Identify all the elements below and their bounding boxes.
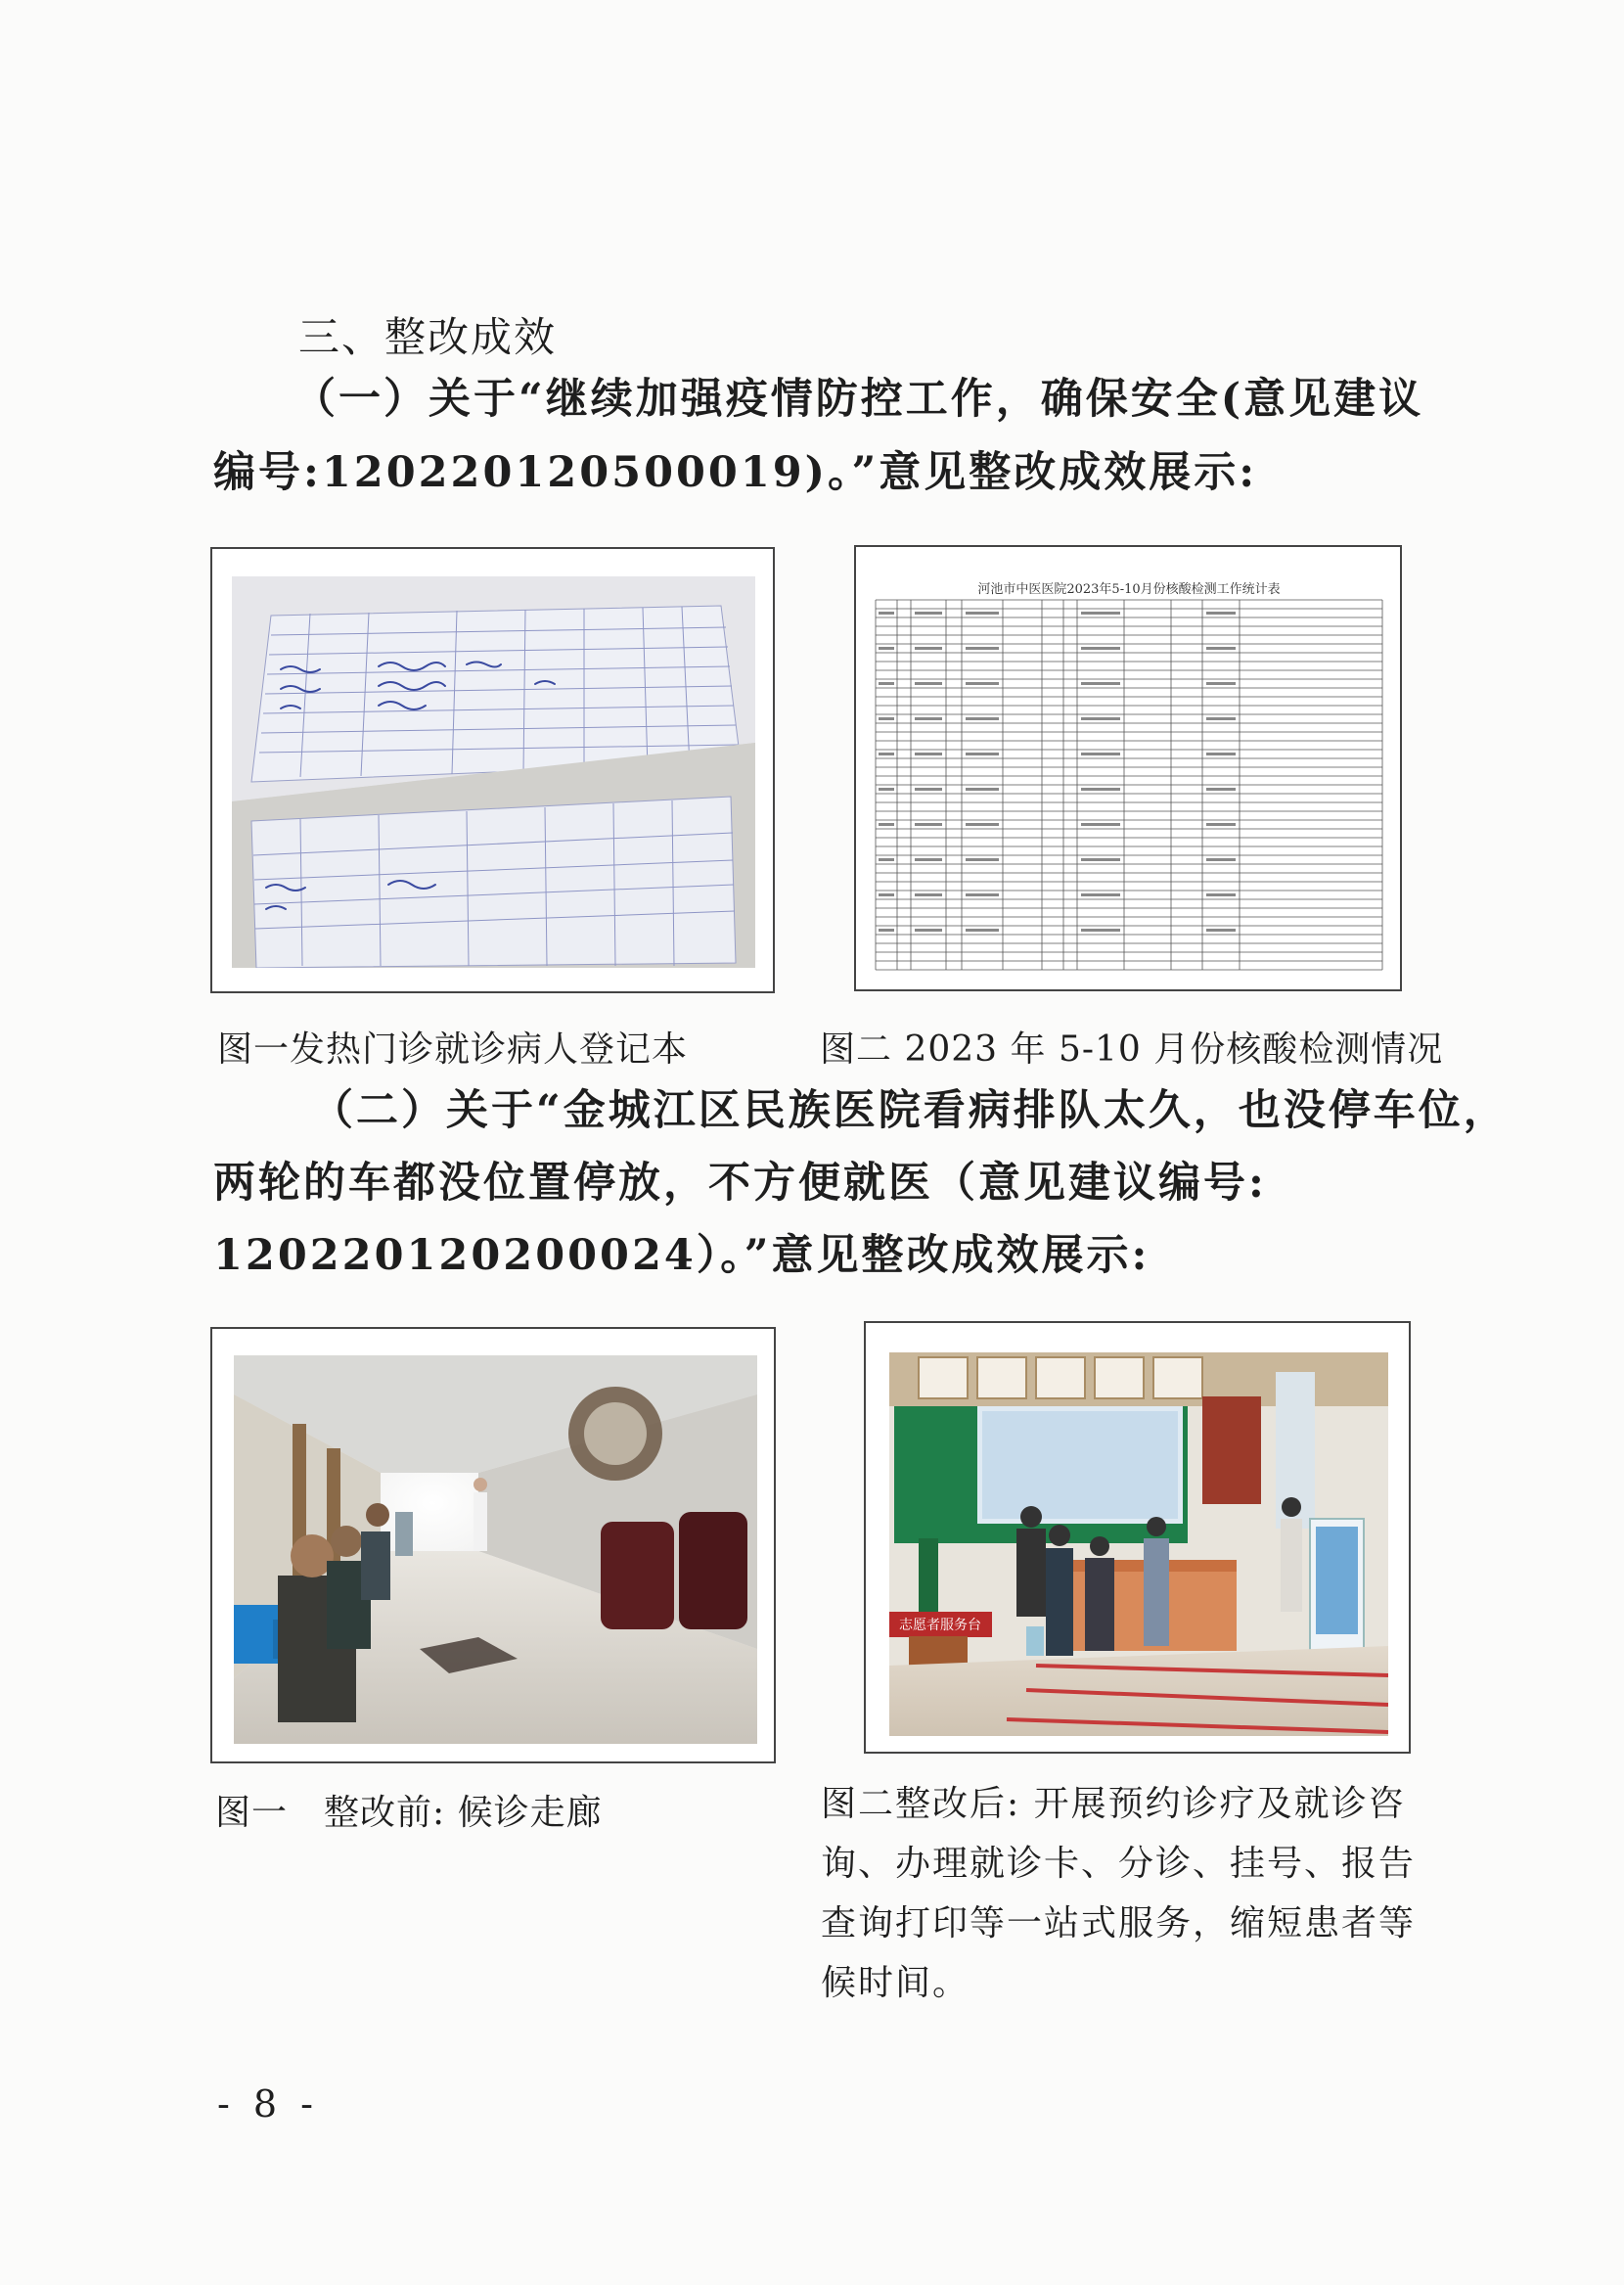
- item2-line1: （二）关于“金城江区民族医院看病排队太久，也没停车位，: [311, 1086, 1509, 1135]
- figure-service-caption-line: 图二整改后: 开展预约诊疗及就诊咨: [821, 1784, 1406, 1824]
- volunteer-desk-sign: 志愿者服务台: [899, 1618, 981, 1633]
- item2-line2: 两轮的车都没位置停放，不方便就医（意见建议编号:: [213, 1159, 1267, 1208]
- corridor-photo: [234, 1355, 757, 1744]
- sheet-image: [868, 559, 1390, 982]
- figure-service-caption-line: 候时间。: [821, 1963, 970, 2003]
- figure-corridor-caption: 图一 整改前: 候诊走廊: [215, 1793, 603, 1833]
- register-photo: [232, 576, 755, 968]
- figure-sheet-caption: 图二 2023 年 5-10 月份核酸检测情况: [820, 1029, 1444, 1070]
- section-heading: 三、整改成效: [298, 313, 558, 361]
- item1-line1: （一）关于“继续加强疫情防控工作，确保安全(意见建议: [293, 375, 1424, 424]
- figure-register-frame: [210, 547, 775, 993]
- item2-line3: 120220120200024）。”意见整改成效展示:: [213, 1231, 1150, 1280]
- figure-service-caption-line: 询、办理就诊卡、分诊、挂号、报告: [821, 1844, 1417, 1884]
- figure-service-frame: [864, 1321, 1411, 1754]
- figure-service-caption: [821, 1774, 1427, 2013]
- item1-line2: 编号:120220120500019)。”意见整改成效展示:: [213, 448, 1258, 497]
- figure-corridor-frame: [210, 1327, 776, 1763]
- service-desk-photo: [889, 1352, 1388, 1736]
- figure-service-caption-line: 查询打印等一站式服务，缩短患者等: [821, 1903, 1417, 1943]
- figure-register-caption: 图一发热门诊就诊病人登记本: [217, 1029, 689, 1070]
- figure-sheet-frame: [854, 545, 1402, 991]
- sheet-title: 河池市中医医院2023年5-10月份核酸检测工作统计表: [977, 582, 1281, 597]
- page-number: - 8 -: [217, 2082, 320, 2125]
